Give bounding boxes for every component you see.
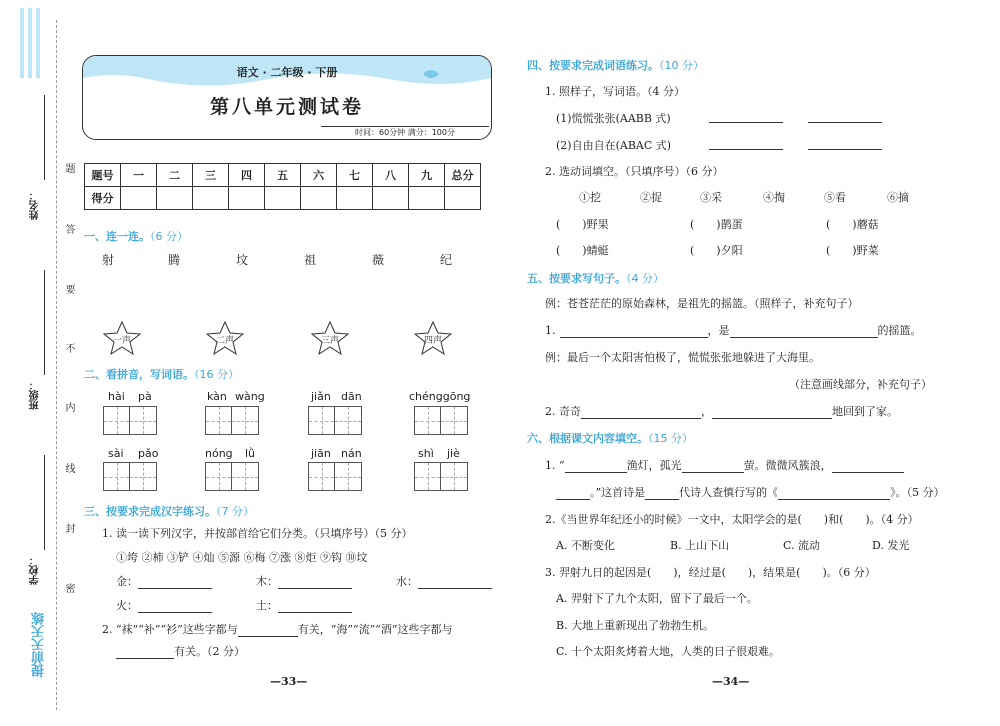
score-input-cell[interactable] [193,187,229,210]
seal-char: 题 [63,163,74,173]
option[interactable]: B. 大地上重新现出了勃勃生机。 [556,619,715,632]
pinyin: wàng [235,390,265,403]
q6-1-text: 。”这首诗是 [590,486,646,499]
answer-blank[interactable] [709,111,783,123]
char-item: 坟 [236,253,249,267]
pinyin: sài [108,447,124,460]
score-input-cell[interactable] [445,187,481,210]
answer-blank[interactable] [556,488,590,500]
star-tone-1[interactable] [102,320,142,356]
seal-char: 线 [63,463,74,473]
answer-blank[interactable] [645,488,679,500]
question-5-1 [545,322,922,338]
pinyin: kàn [207,390,227,403]
section-4-points: （10 分） [659,59,704,72]
question-3-1: 1. 读一读下列汉字，并按部首给它们分类。（只填序号）（5 分） [102,527,413,540]
radical-mu [256,573,352,589]
answer-blank[interactable] [560,326,708,338]
hint-note: （注意画线部分，补充句子） [789,378,932,391]
answer-blank[interactable] [730,326,878,338]
pinyin: jiān [311,447,331,460]
seal-char: 密 [63,583,74,593]
option[interactable]: B. 上山下山 [670,539,730,552]
q3-2-text: 有关，“海”“流”“酒”这些字都与 [297,623,453,636]
seal-char: 不 [63,343,74,353]
writing-grid[interactable] [308,462,362,491]
score-row-label: 得分 [85,187,121,210]
page-number-right: —34— [712,675,750,688]
pinyin: nán [341,447,362,460]
verb-option: ③采 [700,191,722,204]
score-header-cell: 总分 [445,164,481,187]
fill-item[interactable]: ( )蜻蜓 [556,244,609,257]
score-header-cell: 三 [193,164,229,187]
answer-blank[interactable] [778,488,890,500]
pinyin: nóng [205,447,233,460]
score-header-cell: 六 [301,164,337,187]
pinyin: pǎo [138,447,159,460]
binding-dotted-line [56,20,57,710]
char-item: 腾 [168,253,181,267]
q3-2-text: 2. “袜”“补”“衫”这些字都与 [102,623,238,636]
answer-blank[interactable] [278,601,352,613]
example-abac: (2)自由自在(ABAC 式) [556,139,672,152]
name-field [44,95,45,180]
section-5-heading: 五、按要求写句子。 [527,272,626,285]
q3-2-text: 有关。（2 分） [174,645,245,658]
section-4-title [527,57,704,73]
binding-margin [0,0,74,726]
score-header-cell: 一 [121,164,157,187]
page-number-left: —33— [270,675,308,688]
q6-1-text: 》。（5 分） [890,486,945,499]
char-item: 祖 [304,253,317,267]
section-6-heading: 六、根据课文内容填空。 [527,432,648,445]
question-4-2: 2. 选动词填空。（只填序号）（6 分） [545,165,724,178]
q6-1-text: 代诗人查慎行写的《 [679,486,779,499]
radical-mu-label: 木： [256,575,278,588]
q5-2-text: ， [701,405,712,418]
question-3-2 [102,621,452,637]
writing-grid[interactable] [205,462,259,491]
writing-grid[interactable] [205,406,259,435]
writing-grid[interactable] [103,462,157,491]
q5-2-text: 地回到了家。 [832,405,898,418]
section-5-title [527,270,664,286]
school-field [44,455,45,550]
answer-blank[interactable] [116,647,174,659]
q5-1-text: 的摇篮。 [877,324,922,337]
star-label: 四声 [423,336,442,346]
class-field [44,270,45,375]
answer-blank[interactable] [832,461,904,473]
option[interactable]: A. 羿射下了九个太阳，留下了最后一个。 [556,592,758,605]
star-label: 二声 [215,336,234,346]
example-sentence-1: 例：苍苍茫茫的原始森林，是祖先的摇篮。（照样子，补充句子） [545,297,859,310]
question-6-1-cont [556,484,945,500]
verb-option: ⑤看 [824,191,846,204]
question-4-1: 1. 照样子，写词语。（4 分） [545,85,685,98]
score-header-cell: 九 [409,164,445,187]
q5-1-text: ，是 [707,324,730,337]
radical-tu-label: 土： [256,599,278,612]
question-6-1 [545,457,904,473]
pinyin: hài [108,390,125,403]
section-3-heading: 三、按要求完成汉字练习。 [84,505,216,518]
score-header-cell: 五 [265,164,301,187]
star-tone-3[interactable] [310,320,350,356]
fill-item[interactable]: ( )夕阳 [690,244,743,257]
q5-2-text: 2. 奇奇 [545,405,581,418]
example-aabb: (1)慌慌张张(AABB 式) [556,112,671,125]
q6-1-text: 渔灯，孤光 [626,459,682,472]
fill-item[interactable]: ( )蘑菇 [826,218,879,231]
score-header-cell: 题号 [85,164,121,187]
writing-grid[interactable] [414,406,468,435]
q6-1-text: 萤。微微风簇浪， [743,459,832,472]
school-label: 学校： [30,555,41,585]
answer-blank[interactable] [278,577,352,589]
class-label: 班级： [30,380,41,410]
score-input-cell[interactable] [301,187,337,210]
radical-shui-label: 水： [396,575,418,588]
score-input-cell[interactable] [121,187,157,210]
score-input-cell[interactable] [373,187,409,210]
star-label: 三声 [320,336,339,346]
subject-label: 语文 · 二年级 · 下册 [236,66,338,79]
test-header [82,55,492,140]
seal-char: 内 [63,402,74,412]
fill-item[interactable]: ( )野果 [556,218,609,231]
section-5-points: （4 分） [626,272,664,285]
score-header-cell: 八 [373,164,409,187]
pinyin: lǜ [245,447,256,460]
option[interactable]: A. 不断变化 [556,539,615,552]
question-6-2: 2.《当世界年纪还小的时候》一文中，太阳学会的是( )和( )。（4 分） [545,513,919,526]
radical-jin-label: 金： [116,575,138,588]
answer-blank[interactable] [238,625,298,637]
answer-blank[interactable] [418,577,492,589]
char-item: 薇 [372,253,385,267]
seal-char: 答 [63,224,74,234]
score-input-cell[interactable] [157,187,193,210]
answer-blank[interactable] [709,138,783,150]
verb-option: ①挖 [579,191,601,204]
score-input-cell[interactable] [337,187,373,210]
score-input-cell[interactable] [229,187,265,210]
brand-logo: 提前天天练 [32,612,47,677]
pinyin: jiè [447,447,460,460]
writing-grid[interactable] [103,406,157,435]
radical-huo [116,597,212,613]
answer-blank[interactable] [712,407,832,419]
radical-shui [396,573,492,589]
q6-1-text: 1. “ [545,459,565,472]
radical-huo-label: 火： [116,599,138,612]
section-3-title [84,503,254,519]
char-list: ①垮 ②柿 ③铲 ④灿 ⑤源 ⑥梅 ⑦涨 ⑧炬 ⑨钩 ⑩坟 [116,551,368,564]
seal-char: 封 [63,523,74,533]
section-2-points: （16 分） [194,368,239,381]
answer-blank[interactable] [138,577,212,589]
score-header-cell: 四 [229,164,265,187]
char-item: 纪 [440,253,453,267]
section-1-heading: 一、连一连。 [84,230,150,243]
answer-blank[interactable] [565,461,627,473]
answer-blank[interactable] [682,461,744,473]
verb-option: ②捉 [640,191,662,204]
score-header-cell: 二 [157,164,193,187]
section-2-heading: 二、看拼音，写词语。 [84,368,194,381]
option[interactable]: D. 发光 [872,539,910,552]
writing-grid[interactable] [308,406,362,435]
answer-blank[interactable] [808,111,882,123]
option[interactable]: C. 十个太阳炙烤着大地，人类的日子很艰难。 [556,645,781,658]
pinyin: dān [341,390,362,403]
question-3-2-cont [116,643,245,659]
section-1-points: （6 分） [150,230,188,243]
answer-blank[interactable] [581,407,701,419]
answer-blank[interactable] [138,601,212,613]
q5-1-text: 1. [545,324,556,337]
score-table [84,163,481,210]
radical-jin [116,573,212,589]
char-item: 射 [102,253,115,267]
seal-char: 要 [63,284,74,294]
pinyin: shì [418,447,434,460]
time-info: 时间：60分钟 满分：100分 [321,126,489,139]
example-sentence-2: 例：最后一个太阳害怕极了，慌慌张张地躲进了大海里。 [545,351,820,364]
pinyin: pà [138,390,152,403]
section-1-title [84,228,188,244]
question-5-2 [545,403,898,419]
verb-option: ⑥摘 [887,191,909,204]
score-header-cell: 七 [337,164,373,187]
radical-tu [256,597,352,613]
fill-item[interactable]: ( )野菜 [826,244,879,257]
question-6-3: 3. 羿射九日的起因是( )，经过是( )，结果是( )。（6 分） [545,566,876,579]
star-label: 一声 [112,336,131,346]
decorative-stripes [18,8,48,78]
answer-blank[interactable] [808,138,882,150]
writing-grid[interactable] [414,462,468,491]
star-tone-2[interactable] [205,320,245,356]
section-4-heading: 四、按要求完成词语练习。 [527,59,659,72]
pinyin: chénggōng [409,390,471,403]
pinyin: jiǎn [311,390,331,403]
section-6-points: （15 分） [648,432,693,445]
page-title: 第八单元测试卷 [209,96,364,118]
name-label: 姓名： [30,190,41,220]
fill-item[interactable]: ( )鹊蛋 [690,218,743,231]
verb-option: ④掏 [763,191,785,204]
section-3-points: （7 分） [216,505,254,518]
score-input-cell[interactable] [265,187,301,210]
option[interactable]: C. 流动 [783,539,821,552]
section-2-title [84,366,239,382]
section-6-title [527,430,693,446]
star-tone-4[interactable] [413,320,453,356]
score-input-cell[interactable] [409,187,445,210]
